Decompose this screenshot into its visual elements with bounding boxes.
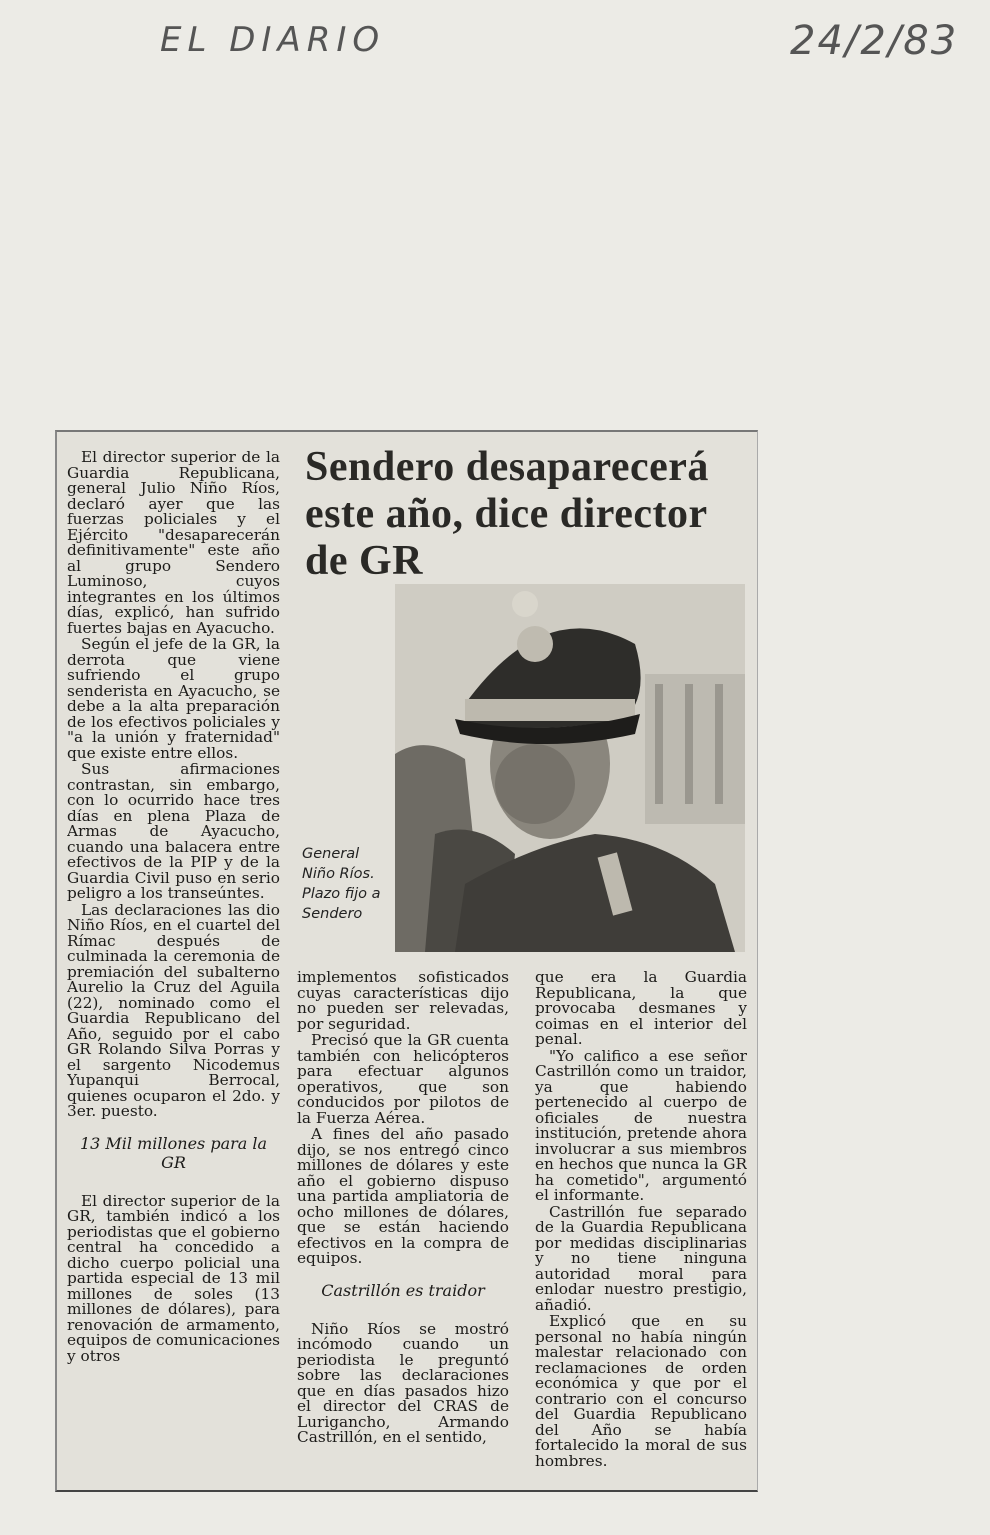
paragraph: que era la Guardia Republicana, la que provocaba desmanes y coimas en el interior del penal. <box>535 970 747 1048</box>
paragraph: Explicó que en su personal no había ningún malestar relacionado con reclamaciones de orden económica y que por el contrario con el concurso del Guardia Republicano del Año se había fortalecido la moral de sus hombres. <box>535 1312 747 1470</box>
paragraph: El director superior de la Guardia Republicana, general Julio Niño Ríos, declaró ayer que las fuerzas policiales y el Ejército "desaparecerán definitivamente" este año al grupo Sendero Luminoso, cuyos integrantes en los últimos días, explicó, han sufrido fuertes bajas en Ayacucho. <box>67 450 280 637</box>
paragraph: "Yo califico a ese señor Castrillón como un traidor, ya que habiendo pertenecido al cuerpo de oficiales de nuestra institución, pretende ahora involucrar a sus miembros en hechos que nunca la GR ha cometido", argumentó el informante. <box>535 1046 747 1204</box>
subheading-castrillon-traidor: Castrillón es traidor <box>321 1280 485 1300</box>
subheading-13-mil-millones: 13 Mil millones para la GR <box>79 1133 268 1172</box>
paragraph: A fines del año pasado dijo, se nos entregó cinco millones de dólares y este año el gobierno dispuso una partida ampliatoria de ocho millones de dólares, que se están haciendo efectivos en la compra de equipos. <box>297 1125 509 1267</box>
paragraph: implementos sofisticados cuyas características dijo no pueden ser relevadas, por seguridad. <box>297 970 509 1033</box>
general-portrait-photo <box>395 584 745 952</box>
paragraph: Según el jefe de la GR, la derrota que viene sufriendo el grupo senderista en Ayacucho, se debe a la alta preparación de los efectivos policiales y "a la unión y fraternidad" que existe entre ellos. <box>67 635 280 762</box>
paragraph: Sus afirmaciones contrastan, sin embargo, con lo ocurrido hace tres días en plena Plaza de Armas de Ayacucho, cuando una balacera entre efectivos de la PIP y de la Guardia Civil puso en serio peligro a los transeúntes. <box>67 760 280 902</box>
handwritten-publication: EL DIARIO <box>160 20 386 60</box>
paragraph: El director superior de la GR, también indicó a los periodistas que el gobierno central ha concedido a dicho cuerpo policial una partida especial de 13 mil millones de soles (13 millones de dólares), para renovación de armamento, equipos de comunicaciones y otros <box>67 1191 280 1365</box>
article-column-2 <box>297 970 509 1480</box>
article-column-1 <box>67 450 280 1480</box>
article-column-3 <box>535 970 747 1480</box>
paragraph: Precisó que la GR cuenta también con helicópteros para efectuar algunos operativos, que son conducidos por pilotos de la Fuerza Aérea. <box>297 1031 509 1127</box>
paragraph: Niño Ríos se mostró incómodo cuando un periodista le preguntó sobre las declaraciones que en días pasados hizo el director del CRAS de Lurigancho, Armando Castrillón, en el sentido, <box>297 1319 509 1446</box>
photo-caption: General Niño Ríos. Plazo fijo a Sendero <box>302 846 381 922</box>
article-headline: Sendero desaparecerá este año, dice director de GR <box>305 444 709 584</box>
paragraph: Castrillón fue separado de la Guardia Republicana por medidas disciplinarias y no tiene ninguna autoridad moral para enlodar nuestro prestigio, añadió. <box>535 1202 747 1314</box>
handwritten-date: 24/2/83 <box>790 18 959 64</box>
newspaper-clipping <box>55 430 758 1492</box>
paragraph: Las declaraciones las dio Niño Ríos, en el cuartel del Rímac después de culminada la ceremonia de premiación del subalterno Aurelio la Cruz del Aguila (22), nominado como el Guardia Republicano del Año, seguido por el cabo GR Rolando Silva Porras y el sargento Nicodemus Yupanqui Berrocal, quienes ocuparon el 2do. y 3er. puesto. <box>67 900 280 1120</box>
